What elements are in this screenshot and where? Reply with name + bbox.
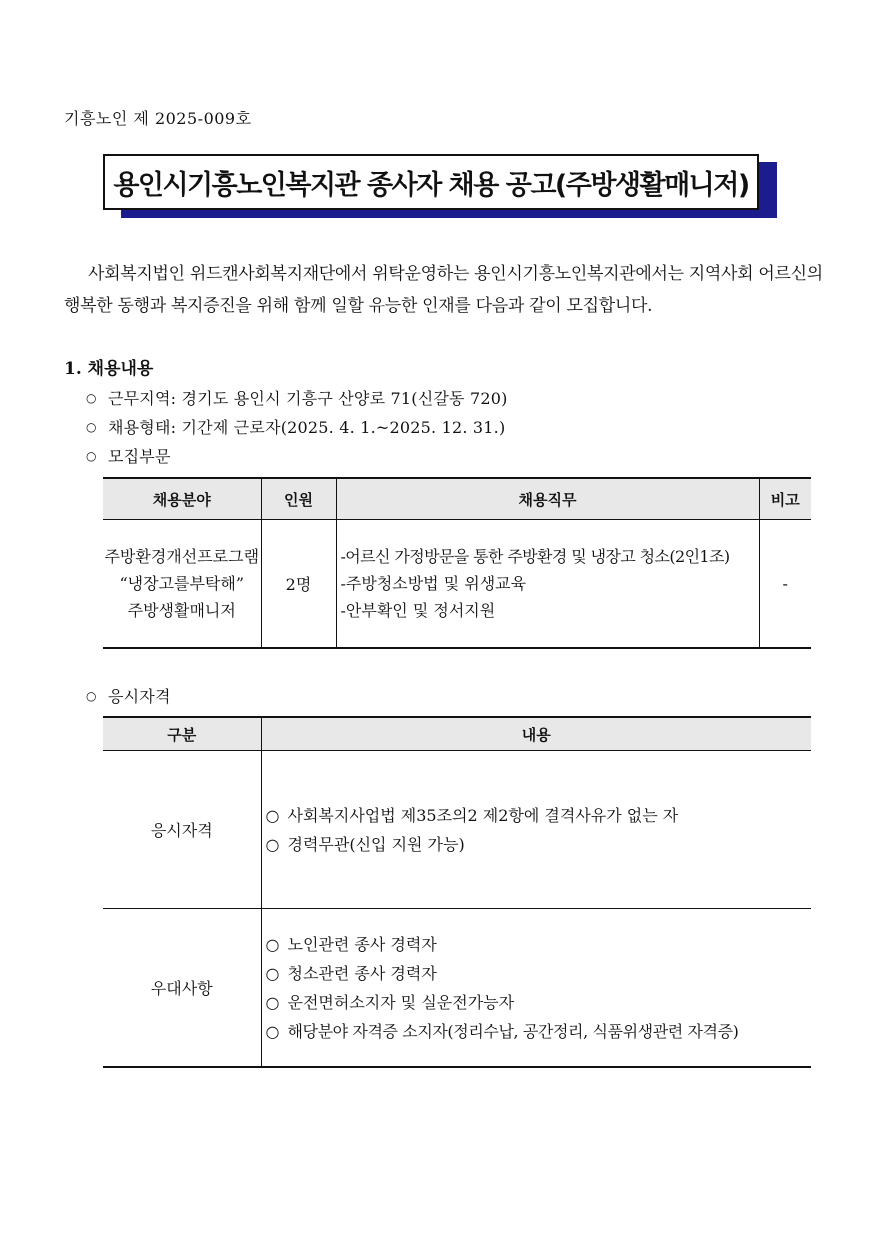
item-text: 운전면허소지자 및 실운전가능자 [287,992,515,1012]
table-row [103,909,811,1068]
qualification-table [103,716,811,1068]
bullet-mark: ○ [86,449,97,463]
bullet-qualification [86,684,171,707]
header-note: 비고 [759,478,811,520]
location-text: 근무지역: 경기도 용인시 기흥구 산양로 71(신갈동 720) [108,389,508,408]
field-line: 주방생활매니저 [127,601,236,620]
duty-line: -주방청소방법 및 위생교육 [340,574,527,593]
category-cell: 응시자격 [103,751,261,909]
table-header-row [103,478,811,520]
recruit-section-label: 모집부문 [108,447,171,466]
qualification-label: 응시자격 [108,687,171,706]
header-category: 구분 [103,717,261,751]
circle-bullet: ○ [265,1021,280,1041]
duty-cell [336,520,759,649]
table-row [103,520,811,649]
table-row [103,751,811,909]
bullet-recruit-section [86,444,171,467]
list-item [266,930,811,959]
header-duty: 채용직무 [336,478,759,520]
content-cell [261,751,811,909]
field-cell [103,520,261,649]
circle-bullet: ○ [265,834,280,854]
bullet-mark: ○ [86,420,97,434]
list-item [266,1017,811,1046]
item-text: 경력무관(신입 지원 가능) [287,834,465,854]
note-cell: - [759,520,811,649]
bullet-mark: ○ [86,391,97,405]
list-item [266,830,811,859]
page-title: 용인시기흥노인복지관 종사자 채용 공고(주방생활매니저) [103,154,759,210]
list-item [266,988,811,1017]
field-line: 주방환경개선프로그램 [104,547,260,566]
category-cell: 우대사항 [103,909,261,1068]
item-text: 노인관련 종사 경력자 [287,934,437,954]
duty-line: -어르신 가정방문을 통한 주방환경 및 냉장고 청소(2인1조) [340,547,730,566]
header-field: 채용분야 [103,478,261,520]
item-text: 사회복지사업법 제35조의2 제2항에 결격사유가 없는 자 [287,805,679,825]
circle-bullet: ○ [265,934,280,954]
title-banner [103,154,759,210]
header-count: 인원 [261,478,336,520]
bullet-mark: ○ [86,689,97,703]
field-line: “냉장고를부탁해” [119,574,245,593]
employment-type-text: 채용형태: 기간제 근로자(2025. 4. 1.~2025. 12. 31.) [108,418,506,437]
list-item [266,959,811,988]
circle-bullet: ○ [265,992,280,1012]
section-heading-recruitment: 1. 채용내용 [64,359,154,379]
item-text: 해당분야 자격증 소지자(정리수납, 공간정리, 식품위생관련 자격증) [287,1021,739,1041]
circle-bullet: ○ [265,963,280,983]
header-content: 내용 [261,717,811,751]
table-header-row [103,717,811,751]
content-cell [261,909,811,1068]
bullet-employment-type [86,415,505,438]
count-cell: 2명 [261,520,336,649]
bullet-location [86,386,508,409]
document-number: 기흥노인 제 2025-009호 [64,109,252,128]
recruit-table [103,477,811,649]
duty-line: -안부확인 및 정서지원 [340,601,496,620]
circle-bullet: ○ [265,805,280,825]
list-item [266,801,811,830]
item-text: 청소관련 종사 경력자 [287,963,437,983]
intro-paragraph: 사회복지법인 위드캔사회복지재단에서 위탁운영하는 용인시기흥노인복지관에서는 지역사회 어르신의 행복한 동행과 복지증진을 위해 함께 일할 유능한 인재를 다음과 같이 모집합니다. [64,264,823,316]
